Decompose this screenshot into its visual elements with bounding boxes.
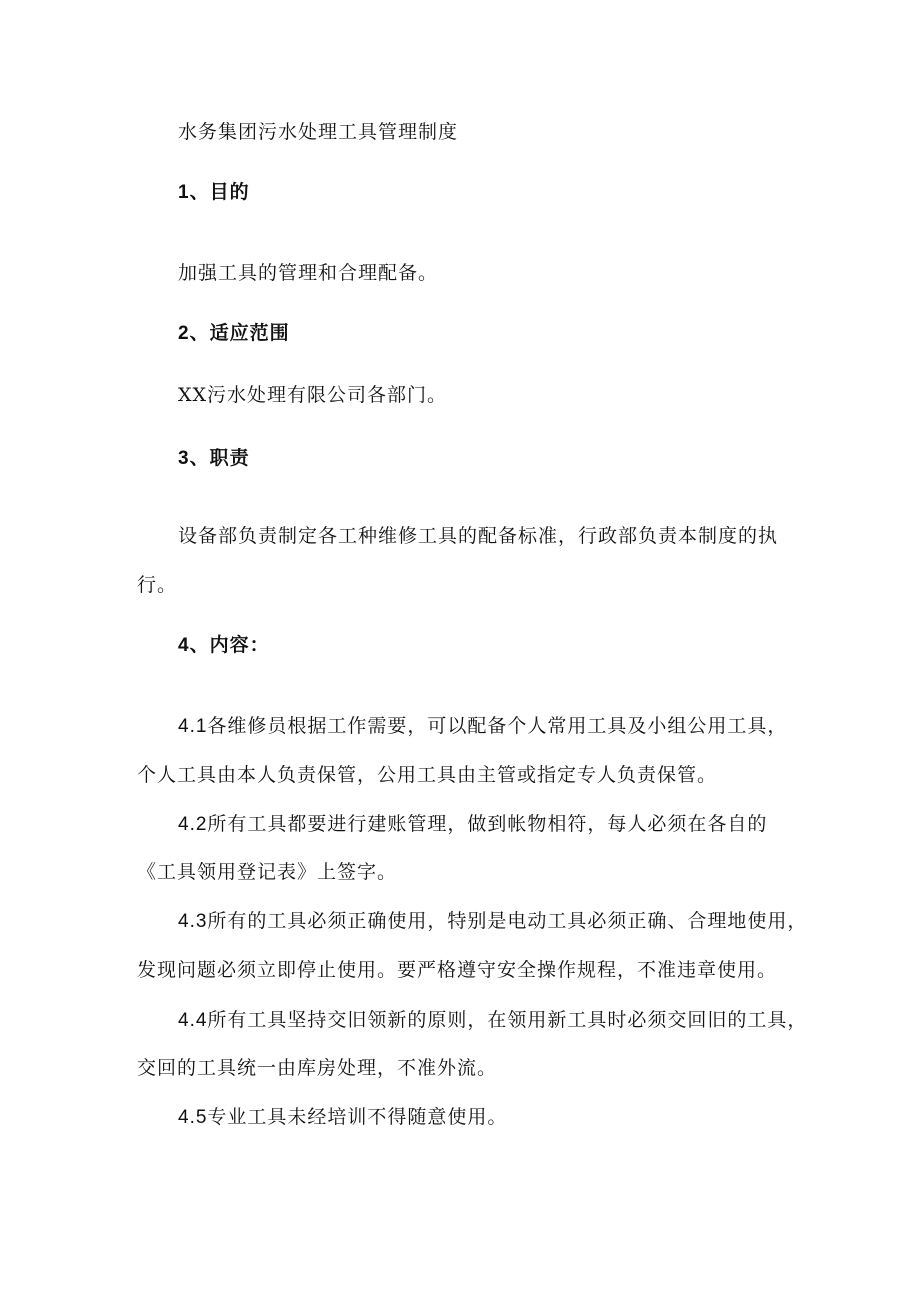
- item-number: 4.3: [178, 911, 208, 932]
- item-number: 4.1: [178, 716, 208, 737]
- item-4-3-line-1: [178, 909, 807, 934]
- item-text: 所有工具坚持交旧领新的原则，在领用新工具时必须交回旧的工具，: [207, 1009, 808, 1031]
- item-number: 4.4: [178, 1010, 208, 1031]
- section-1-body: 加强工具的管理和合理配备。: [178, 262, 439, 284]
- item-4-2-line-1: [178, 812, 767, 837]
- item-4-3-line-2: 发现问题必须立即停止使用。要严格遵守安全操作规程，不准违章使用。: [137, 959, 778, 981]
- section-title: 、目的: [189, 181, 250, 203]
- section-4-heading: [178, 633, 270, 658]
- section-number: 1: [178, 182, 190, 203]
- item-text: 所有的工具必须正确使用，特别是电动工具必须正确、合理地使用，: [207, 910, 808, 932]
- item-4-5-line-1: [178, 1105, 507, 1130]
- item-4-2-line-2: 《工具领用登记表》上签字。: [137, 861, 398, 883]
- item-text: 各维修员根据工作需要，可以配备个人常用工具及小组公用工具，: [207, 715, 788, 737]
- section-1-heading: [178, 180, 250, 205]
- document-title: 水务集团污水处理工具管理制度: [178, 121, 459, 143]
- section-number: 2: [178, 323, 190, 344]
- item-text: 所有工具都要进行建账管理，做到帐物相符，每人必须在各自的: [207, 813, 768, 835]
- item-text: 专业工具未经培训不得随意使用。: [207, 1106, 508, 1128]
- section-title: 、适应范围: [189, 322, 290, 344]
- section-3-heading: [178, 446, 250, 471]
- section-2-heading: [178, 321, 290, 346]
- section-number: 3: [178, 448, 190, 469]
- section-2-body: XX污水处理有限公司各部门。: [178, 384, 448, 406]
- section-3-body-line-2: 行。: [137, 574, 178, 596]
- section-number: 4: [178, 635, 190, 656]
- section-title: 、职责: [189, 447, 250, 469]
- item-4-1-line-2: 个人工具由本人负责保管，公用工具由主管或指定专人负责保管。: [137, 764, 718, 786]
- item-4-4-line-1: [178, 1008, 807, 1033]
- section-title: 、内容：: [189, 634, 270, 656]
- item-number: 4.5: [178, 1107, 208, 1128]
- section-3-body-line-1: 设备部负责制定各工种维修工具的配备标准，行政部负责本制度的执: [178, 525, 779, 547]
- item-4-4-line-2: 交回的工具统一由库房处理，不准外流。: [137, 1057, 498, 1079]
- item-number: 4.2: [178, 814, 208, 835]
- item-4-1-line-1: [178, 714, 787, 739]
